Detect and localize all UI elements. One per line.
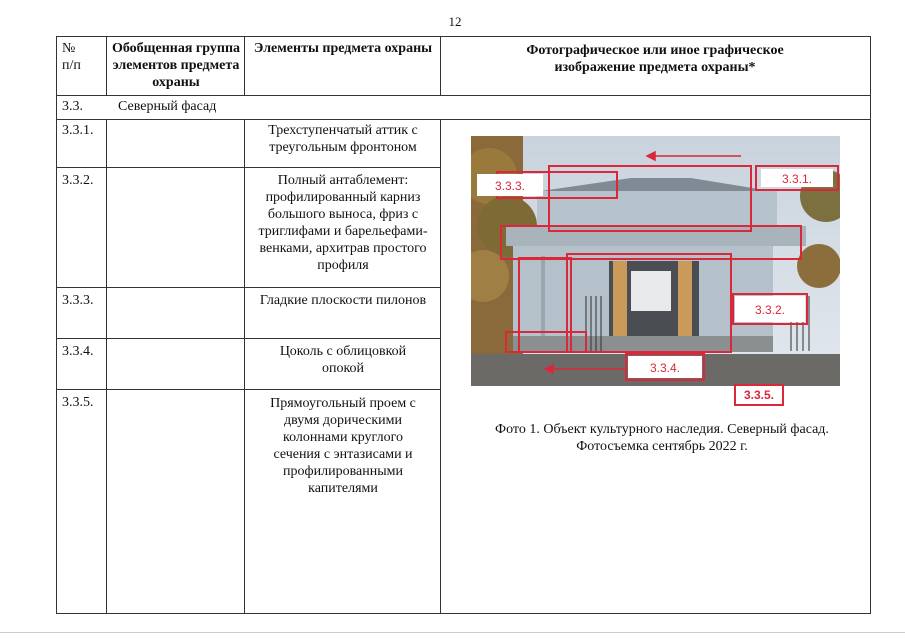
table-rule-row1: [56, 167, 441, 168]
table-border-right: [870, 36, 871, 614]
header-elements: Элементы предмета охраны: [253, 41, 433, 56]
entablature: [506, 226, 806, 246]
row-element: Гладкие плоскости пилонов: [259, 293, 427, 308]
table-col-divider-3: [440, 36, 441, 96]
table-rule-section: [56, 119, 871, 120]
row-num: 3.3.2.: [62, 173, 94, 188]
table-rule-header: [56, 95, 871, 96]
table-border-bottom: [56, 613, 871, 614]
photo-label-335: 3.3.5.: [734, 384, 784, 406]
row-element: Прямоугольный проем с двумя дорическими колоннами круглого сечения с энтазисами и профилированными капителями: [270, 396, 416, 496]
row-element: Трехступенчатый аттик с треугольным фронтоном: [268, 123, 418, 155]
page-number: 12: [448, 14, 462, 29]
photo-label-334: 3.3.4.: [649, 361, 681, 375]
row-num: 3.3.5.: [62, 395, 94, 410]
table-col-divider-1b: [106, 119, 107, 614]
header-num: № п/п: [62, 41, 81, 73]
row-num: 3.3.1.: [62, 123, 94, 138]
row-num: 3.3.4.: [62, 344, 94, 359]
row-element: Цоколь с облицовкой опокой: [279, 344, 407, 376]
page-bottom-rule: [0, 632, 905, 633]
row-num: 3.3.3.: [62, 293, 94, 308]
photo-label-332: 3.3.2.: [754, 303, 786, 317]
section-num: 3.3.: [62, 99, 83, 114]
table-rule-row2: [56, 287, 441, 288]
table-border-top: [56, 36, 871, 37]
header-group: Обобщенная группа элементов предмета охраны: [111, 41, 241, 90]
table-col-divider-1: [106, 36, 107, 96]
header-image: Фотографическое или иное графическое изображение предмета охраны*: [526, 43, 784, 75]
table-rule-row4: [56, 389, 441, 390]
photo-caption: Фото 1. Объект культурного наследия. Северный фасад. Фотосъемка сентябрь 2022 г.: [495, 422, 829, 454]
row-element: Полный антаблемент: профилированный карниз большого выноса, фриз с триглифами и барельефами-венками, архитрав простого профиля: [258, 173, 428, 273]
table-col-divider-2: [244, 36, 245, 96]
table-rule-row3: [56, 338, 441, 339]
photo-label-333: 3.3.3.: [494, 179, 526, 193]
section-title: Северный фасад: [118, 99, 217, 114]
facade-photo: [471, 136, 840, 386]
table-col-divider-2b: [244, 119, 245, 614]
table-border-left: [56, 36, 57, 614]
plinth: [513, 336, 773, 352]
photo-label-331: 3.3.1.: [781, 172, 813, 186]
table-col-divider-3b: [440, 119, 441, 614]
